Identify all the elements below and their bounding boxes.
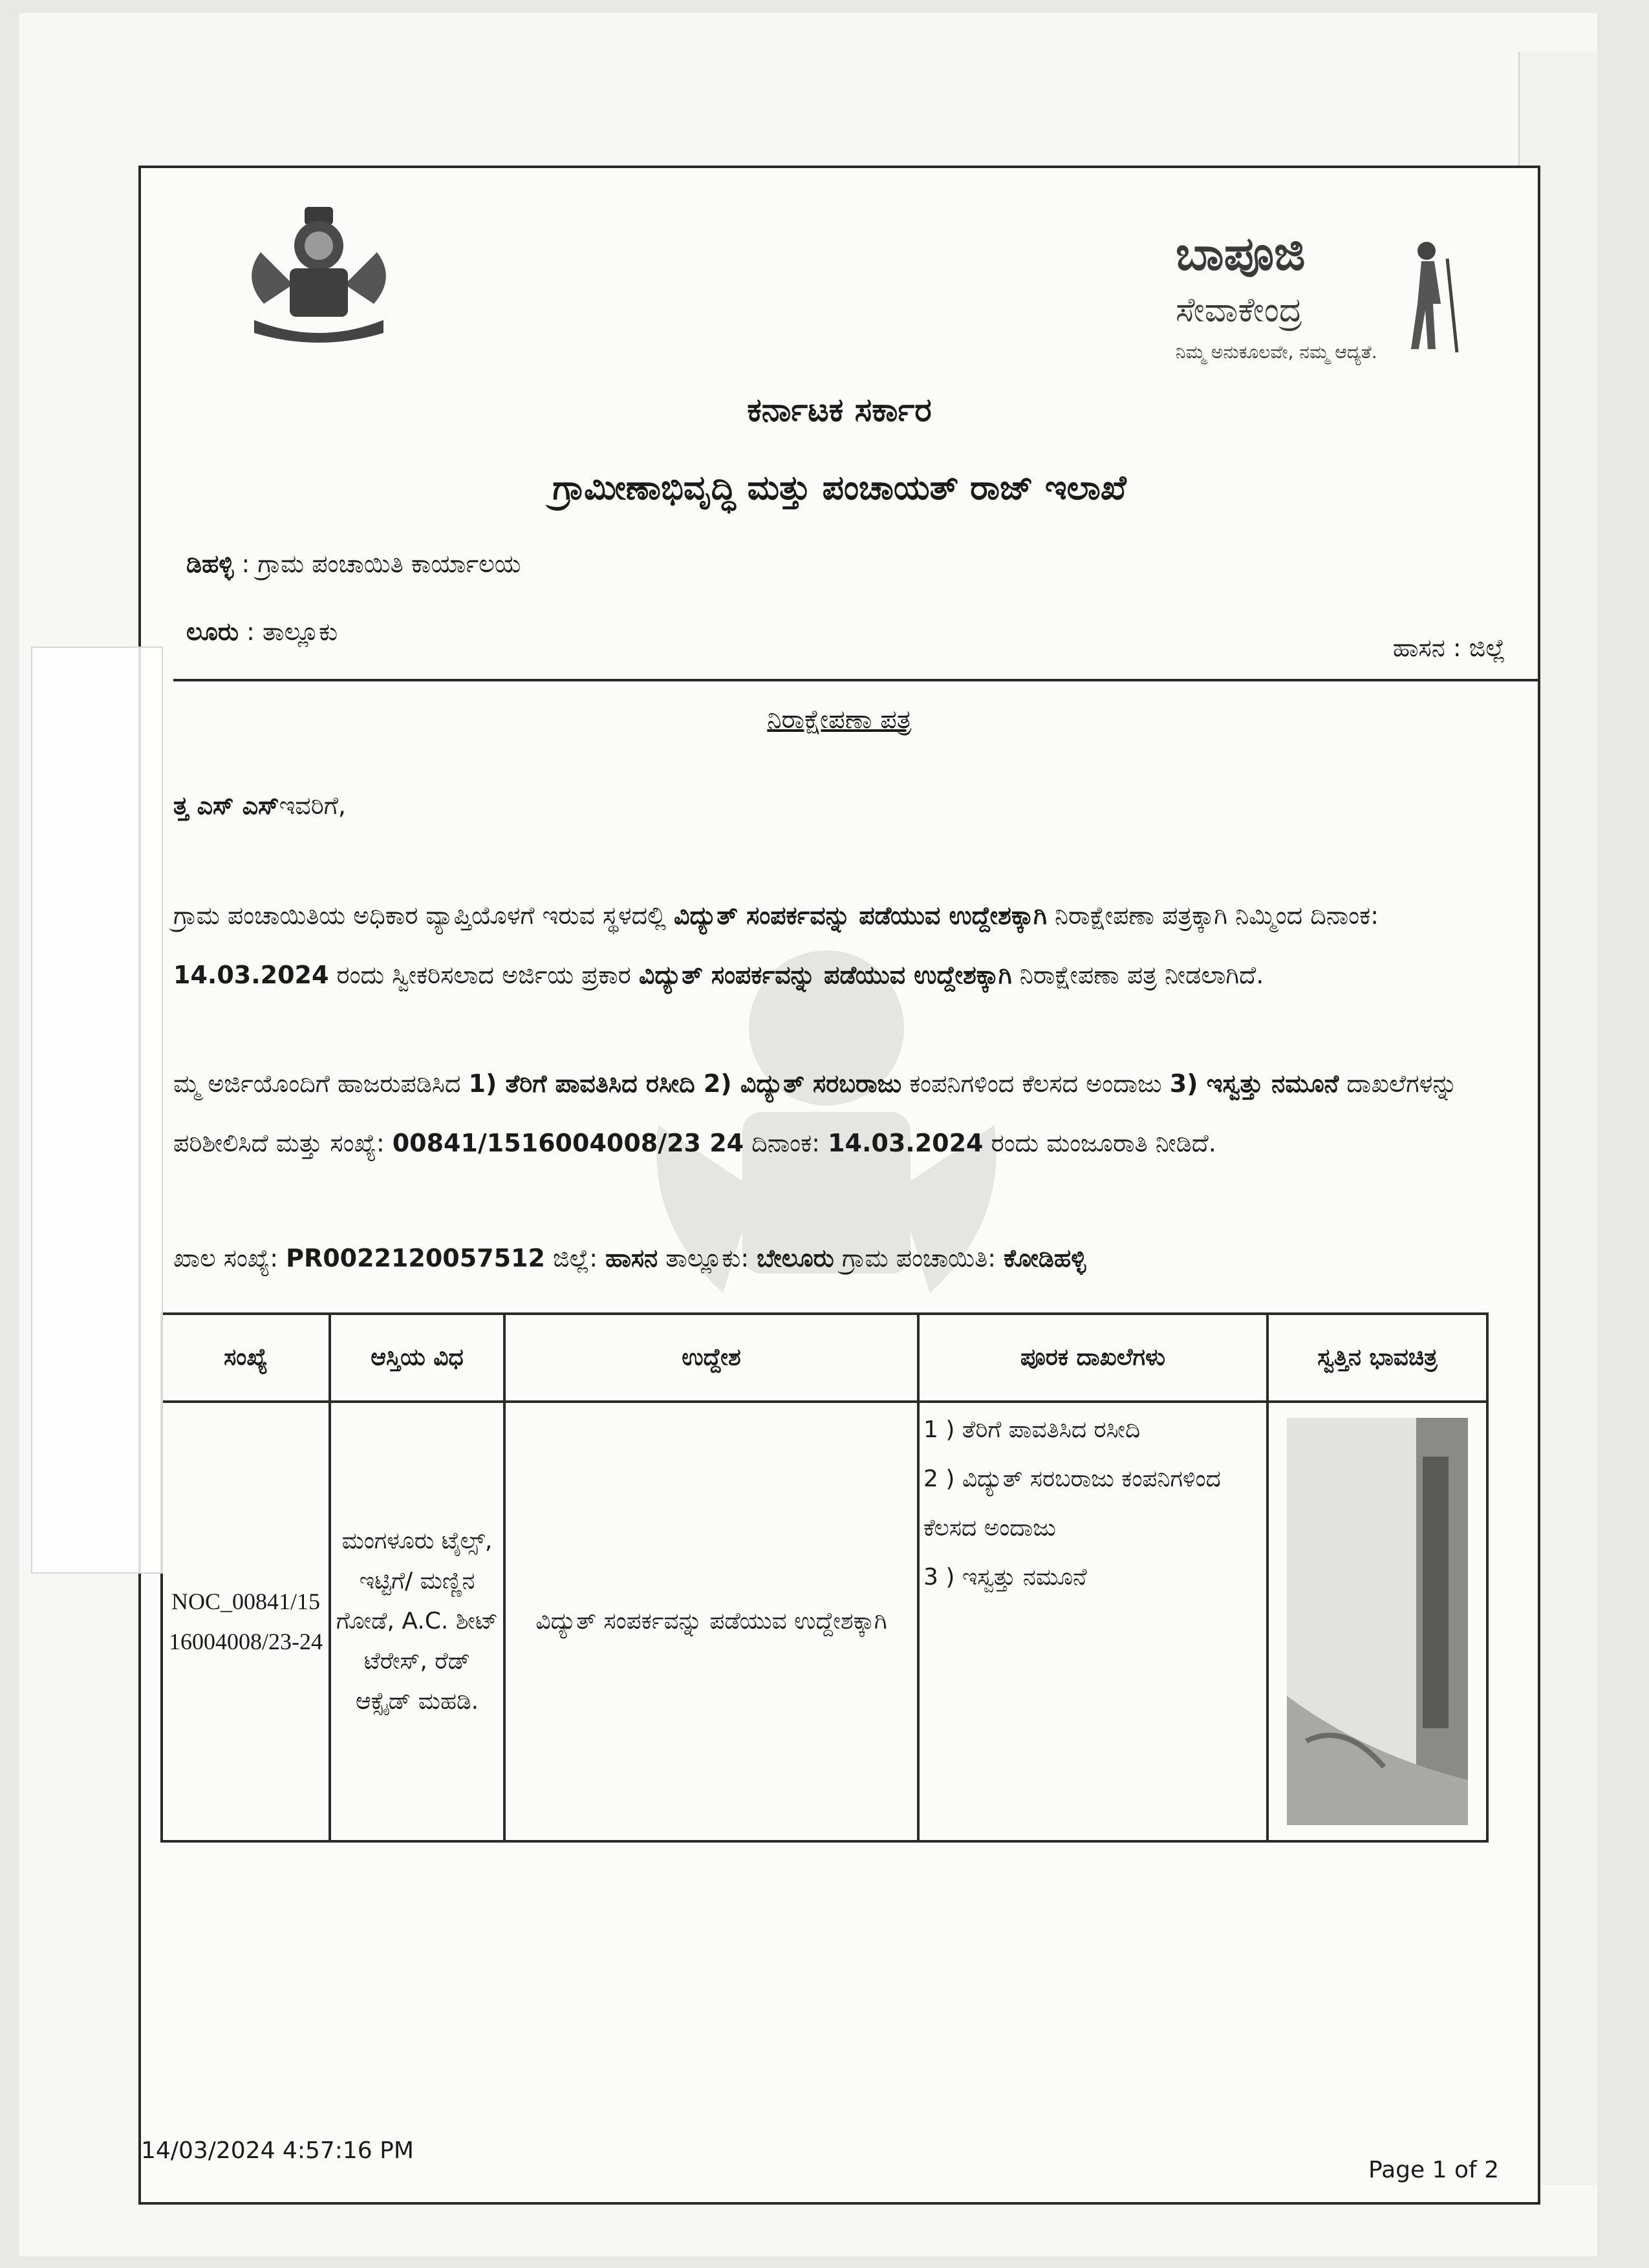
para2-docs-1: 1) ತೆರಿಗೆ ಪಾವತಿಸಿದ ರಸೀದಿ 2) ವಿದ್ಯುತ್ ಸರಬರಾಜು [468,1069,902,1098]
noc-document [138,166,1540,2205]
para2-text-2: ಕಂಪನಿಗಳಿಂದ ಕೆಲಸದ ಅಂದಾಜು [901,1069,1170,1098]
office-label: : ಗ್ರಾಮ ಪಂಚಾಯಿತಿ ಕಾರ್ಯಾಲಯ [241,550,521,578]
header-purpose: ಉದ್ದೇಶ [504,1314,918,1402]
header-supporting-docs: ಪೂರಕ ದಾಖಲೆಗಳು [918,1314,1267,1402]
para1-text-4: ನಿರಾಕ್ಷೇಪಣಾ ಪತ್ರ ನೀಡಲಾಗಿದೆ. [1011,961,1264,989]
print-timestamp: 14/03/2024 4:57:16 PM [141,2137,414,2164]
taluk-value: ಬೇಲೂರು [757,1244,834,1272]
para3-text-4: ಗ್ರಾಮ ಪಂಚಾಯಿತಿ: [834,1244,1004,1272]
para1-purpose-2: ವಿದ್ಯುತ್ ಸಂಪರ್ಕವನ್ನು ಪಡೆಯುವ ಉದ್ದೇಶಕ್ಕಾಗಿ [638,961,1012,989]
header-property-type: ಆಸ್ತಿಯ ವಿಧ [330,1314,504,1402]
para2-text-3: ದಾಖಲೆಗಳನ್ನು ಪರಿಶೀಲಿಸಿದೆ ಮತ್ತು ಸಂಖ್ಯೆ: [173,1069,1458,1157]
para2-number: 00841/1516004008/23 24 [392,1129,744,1157]
doc-item-3: 3 ) ಇಸ್ವತ್ತು ನಮೂನೆ [923,1564,1087,1590]
adhesive-tape-strip [31,647,163,1574]
para1-text-3: ರಂದು ಸ್ವೀಕರಿಸಲಾದ ಅರ್ಜಿಯ ಪ್ರಕಾರ [329,961,639,989]
district-line: ಹಾಸನ : ಜಿಲ್ಲೆ [1392,634,1505,662]
office-name: ಡಿಹಳ್ಳಿ [186,550,234,578]
brand-sub: ಸೇವಾಕೇಂದ್ರ [1176,291,1302,330]
paragraph-2 [173,1054,1505,1173]
purpose: ವಿದ್ಯುತ್ ಸಂಪರ್ಕವನ್ನು ಪಡೆಯುವ ಉದ್ದೇಶಕ್ಕಾಗಿ [504,1402,918,1841]
department-title: ಗ್ರಾಮೀಣಾಭಿವೃದ್ಧಿ ಮತ್ತು ಪಂಚಾಯತ್ ರಾಜ್ ಇಲಾಖೆ [552,469,1126,508]
para2-text-4: ದಿನಾಂಕ: [744,1129,828,1157]
karnataka-emblem-icon [235,207,403,343]
taluk-line [186,617,338,647]
applicant-name: ತ್ತ ಎಸ್ ಎಸ್ [173,791,279,820]
taluk-label: : ತಾಲ್ಲೂಕು [246,617,338,646]
supporting-docs [918,1402,1267,1841]
para2-text-5: ರಂದು ಮಂಜೂರಾತಿ ನೀಡಿದೆ. [983,1129,1216,1157]
table-header-row [162,1314,1487,1402]
para1-date: 14.03.2024 [173,961,329,989]
noc-details-table [160,1312,1489,1843]
brand-tagline: ನಿಮ್ಮ ಅನುಕೂಲವೇ, ನಮ್ಮ ಆದ್ಯತೆ. [1176,341,1377,363]
scanned-sheet [19,13,1597,2256]
panchayat-value: ಕೋಡಿಹಳ್ಳಿ [1004,1244,1086,1272]
page-number: Page 1 of 2 [1368,2157,1499,2183]
para3-text-2: ಜಿಲ್ಲೆ: [544,1244,606,1272]
document-subject: ನಿರಾಕ್ಷೇಪಣಾ ಪತ್ರ [767,705,912,734]
paragraph-3 [173,1228,1505,1288]
para3-text-1: ಖಾಲ ಸಂಖ್ಯೆ: [173,1244,286,1272]
para2-text-1: ಮ್ಮ ಅರ್ಜಿಯೊಂದಿಗೆ ಹಾಜರುಪಡಿಸಿದ [173,1069,469,1098]
brand-name: ಬಾಪೂಜಿ [1176,226,1306,281]
doc-item-2: 2 ) ವಿದ್ಯುತ್ ಸರಬರಾಜು ಕಂಪನಿಗಳಿಂದ ಕೆಲಸದ ಅಂದಾಜು [923,1466,1221,1541]
gandhi-walking-icon [1396,239,1467,356]
property-photo [1287,1418,1468,1825]
header-property-photo: ಸ್ವತ್ತಿನ ಭಾವಚಿತ್ರ [1267,1314,1487,1402]
government-title: ಕರ್ನಾಟಕ ಸರ್ಕಾರ [747,391,932,429]
doc-item-1: 1 ) ತೆರಿಗೆ ಪಾವತಿಸಿದ ರಸೀದಿ [923,1417,1141,1443]
para2-date: 14.03.2024 [828,1129,984,1157]
para1-purpose-1: ವಿದ್ಯುತ್ ಸಂಪರ್ಕವನ್ನು ಪಡೆಯುವ ಉದ್ದೇಶಕ್ಕಾಗಿ [674,901,1047,930]
noc-number: NOC_00841/1516004008/23-24 [162,1402,330,1841]
para1-text-1: ಗ್ರಾಮ ಪಂಚಾಯಿತಿಯ ಅಧಿಕಾರ ವ್ಯಾಪ್ತಿಯೊಳಗೆ ಇರುವ ಸ್ಥಳದಲ್ಲಿ [173,901,674,930]
para1-text-2: ನಿರಾಕ್ಷೇಪಣಾ ಪತ್ರಕ್ಕಾಗಿ ನಿಮ್ಮಿಂದ ದಿನಾಂಕ: [1046,901,1379,930]
header-number: ಸಂಖ್ಯೆ [162,1314,330,1402]
bapuji-seva-kendra-logo [1176,226,1480,375]
salutation [173,776,1505,835]
para3-text-3: ತಾಲ್ಲೂಕು: [658,1244,757,1272]
table-row [162,1402,1487,1841]
district-value: ಹಾಸನ [605,1244,658,1272]
property-type: ಮಂಗಳೂರು ಟೈಲ್ಸ್, ಇಟ್ಟಿಗೆ/ ಮಣ್ಣಿನ ಗೋಡೆ, A.C. ಶೀಟ್ ಟೆರೇಸ್, ರೆಡ್ ಆಕ್ಸೈಡ್ ಮಹಡಿ. [330,1402,504,1841]
paragraph-1 [173,886,1505,1005]
para2-docs-2: 3) ಇಸ್ವತ್ತು ನಮೂನೆ [1169,1069,1339,1098]
property-photo-cell [1267,1402,1487,1841]
salutation-suffix: ಇವರಿಗೆ, [279,791,346,820]
office-line [186,550,521,579]
taluk-name: ಲೂರು [186,617,239,646]
property-id: PR0022120057512 [286,1244,545,1272]
header-divider [173,679,1538,681]
